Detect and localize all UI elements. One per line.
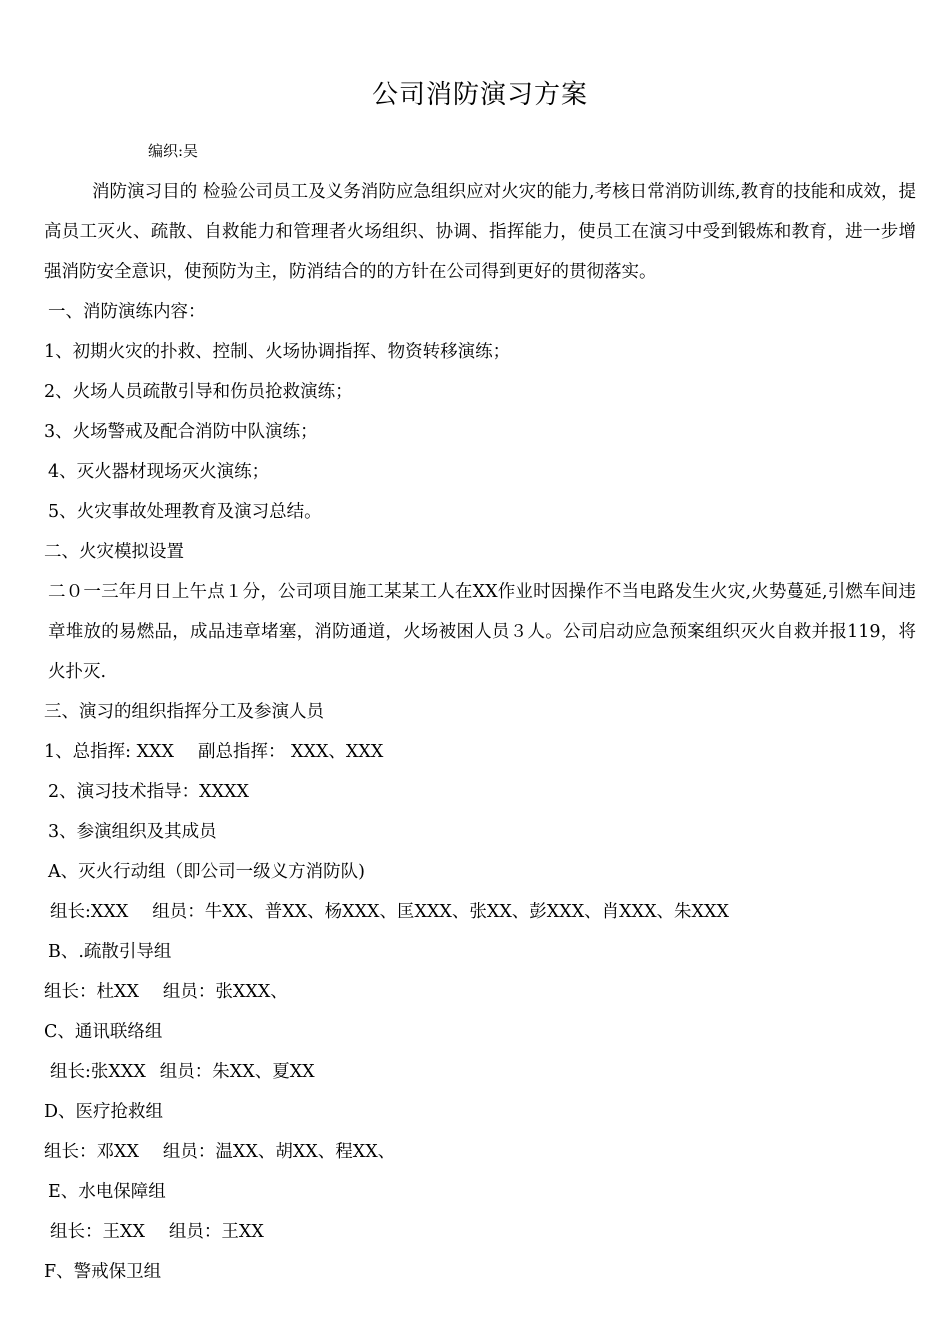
group-name: A、灭火行动组（即公司一级义方消防队) — [48, 862, 365, 882]
group-name: F、警戒保卫组 — [44, 1262, 162, 1282]
groups-heading: 3、参演组织及其成员 — [48, 822, 217, 842]
group-members-line — [44, 1052, 916, 1092]
group-name: E、水电保障组 — [48, 1182, 166, 1202]
group-leader: 组长:张XXX — [50, 1062, 146, 1082]
section2-paragraph: 二０一三年月日上午点１分，公司项目施工某某工人在XX作业时因操作不当电路发生火灾,火势蔓延,引燃车间违章堆放的易燃品，成品违章堵塞，消防通道，火场被困人员３人。公司启动应急预案组织灭火自救并报119，将火扑灭. — [48, 582, 916, 682]
technical-guide-line: 2、演习技术指导：XXXX — [48, 782, 249, 802]
commander: 1、总指挥: XXX — [44, 742, 174, 762]
group-members: 组员：王XX — [168, 1222, 264, 1242]
group-members: 组员：张XXX、 — [162, 982, 288, 1002]
group-name: B、.疏散引导组 — [48, 942, 172, 962]
section1-item: 5、火灾事故处理教育及演习总结。 — [48, 502, 322, 522]
group-leader: 组长：邓XX — [44, 1142, 139, 1162]
deputy-commander: 副总指挥： XXX、XXX — [197, 742, 384, 762]
group-members: 组员：朱XX、夏XX — [159, 1062, 315, 1082]
group-name: D、医疗抢救组 — [44, 1102, 164, 1122]
document-body — [44, 172, 916, 1292]
group-name: C、通讯联络组 — [44, 1022, 163, 1042]
section1-item: 4、灭火器材现场灭火演练； — [48, 462, 270, 482]
group-members: 组员：牛XX、普XX、杨XXX、匡XXX、张XX、彭XXX、肖XXX、朱XXX — [152, 902, 729, 922]
commander-line — [44, 732, 916, 772]
group-leader: 组长:XXX — [50, 902, 129, 922]
section3-heading: 三、演习的组织指挥分工及参演人员 — [44, 702, 324, 722]
intro-paragraph: 消防演习目的 检验公司员工及义务消防应急组织应对火灾的能力,考核日常消防训练,教育的技能和成效，提高员工灭火、疏散、自救能力和管理者火场组织、协调、指挥能力，使员工在演习中受到锻炼和教育，进一步增强消防安全意识，使预防为主，防消结合的的方针在公司得到更好的贯彻落实。 — [44, 182, 916, 282]
group-members-line — [44, 1132, 916, 1172]
group-members-line — [44, 892, 916, 932]
author-line: 编织:吴 — [148, 142, 199, 160]
group-members-line — [44, 1212, 916, 1252]
group-members: 组员：温XX、胡XX、程XX、 — [162, 1142, 396, 1162]
section1-item: 3、火场警戒及配合消防中队演练； — [44, 422, 318, 442]
section1-item: 2、火场人员疏散引导和伤员抢救演练； — [44, 382, 353, 402]
section1-item: 1、初期火灾的扑救、控制、火场协调指挥、物资转移演练； — [44, 342, 511, 362]
group-leader: 组长：杜XX — [44, 982, 139, 1002]
section2-heading: 二、火灾模拟设置 — [44, 542, 184, 562]
document-title: 公司消防演习方案 — [371, 80, 588, 110]
section1-heading: 一、消防演练内容： — [48, 302, 206, 322]
group-leader: 组长：王XX — [50, 1222, 145, 1242]
group-members-line — [44, 972, 916, 1012]
